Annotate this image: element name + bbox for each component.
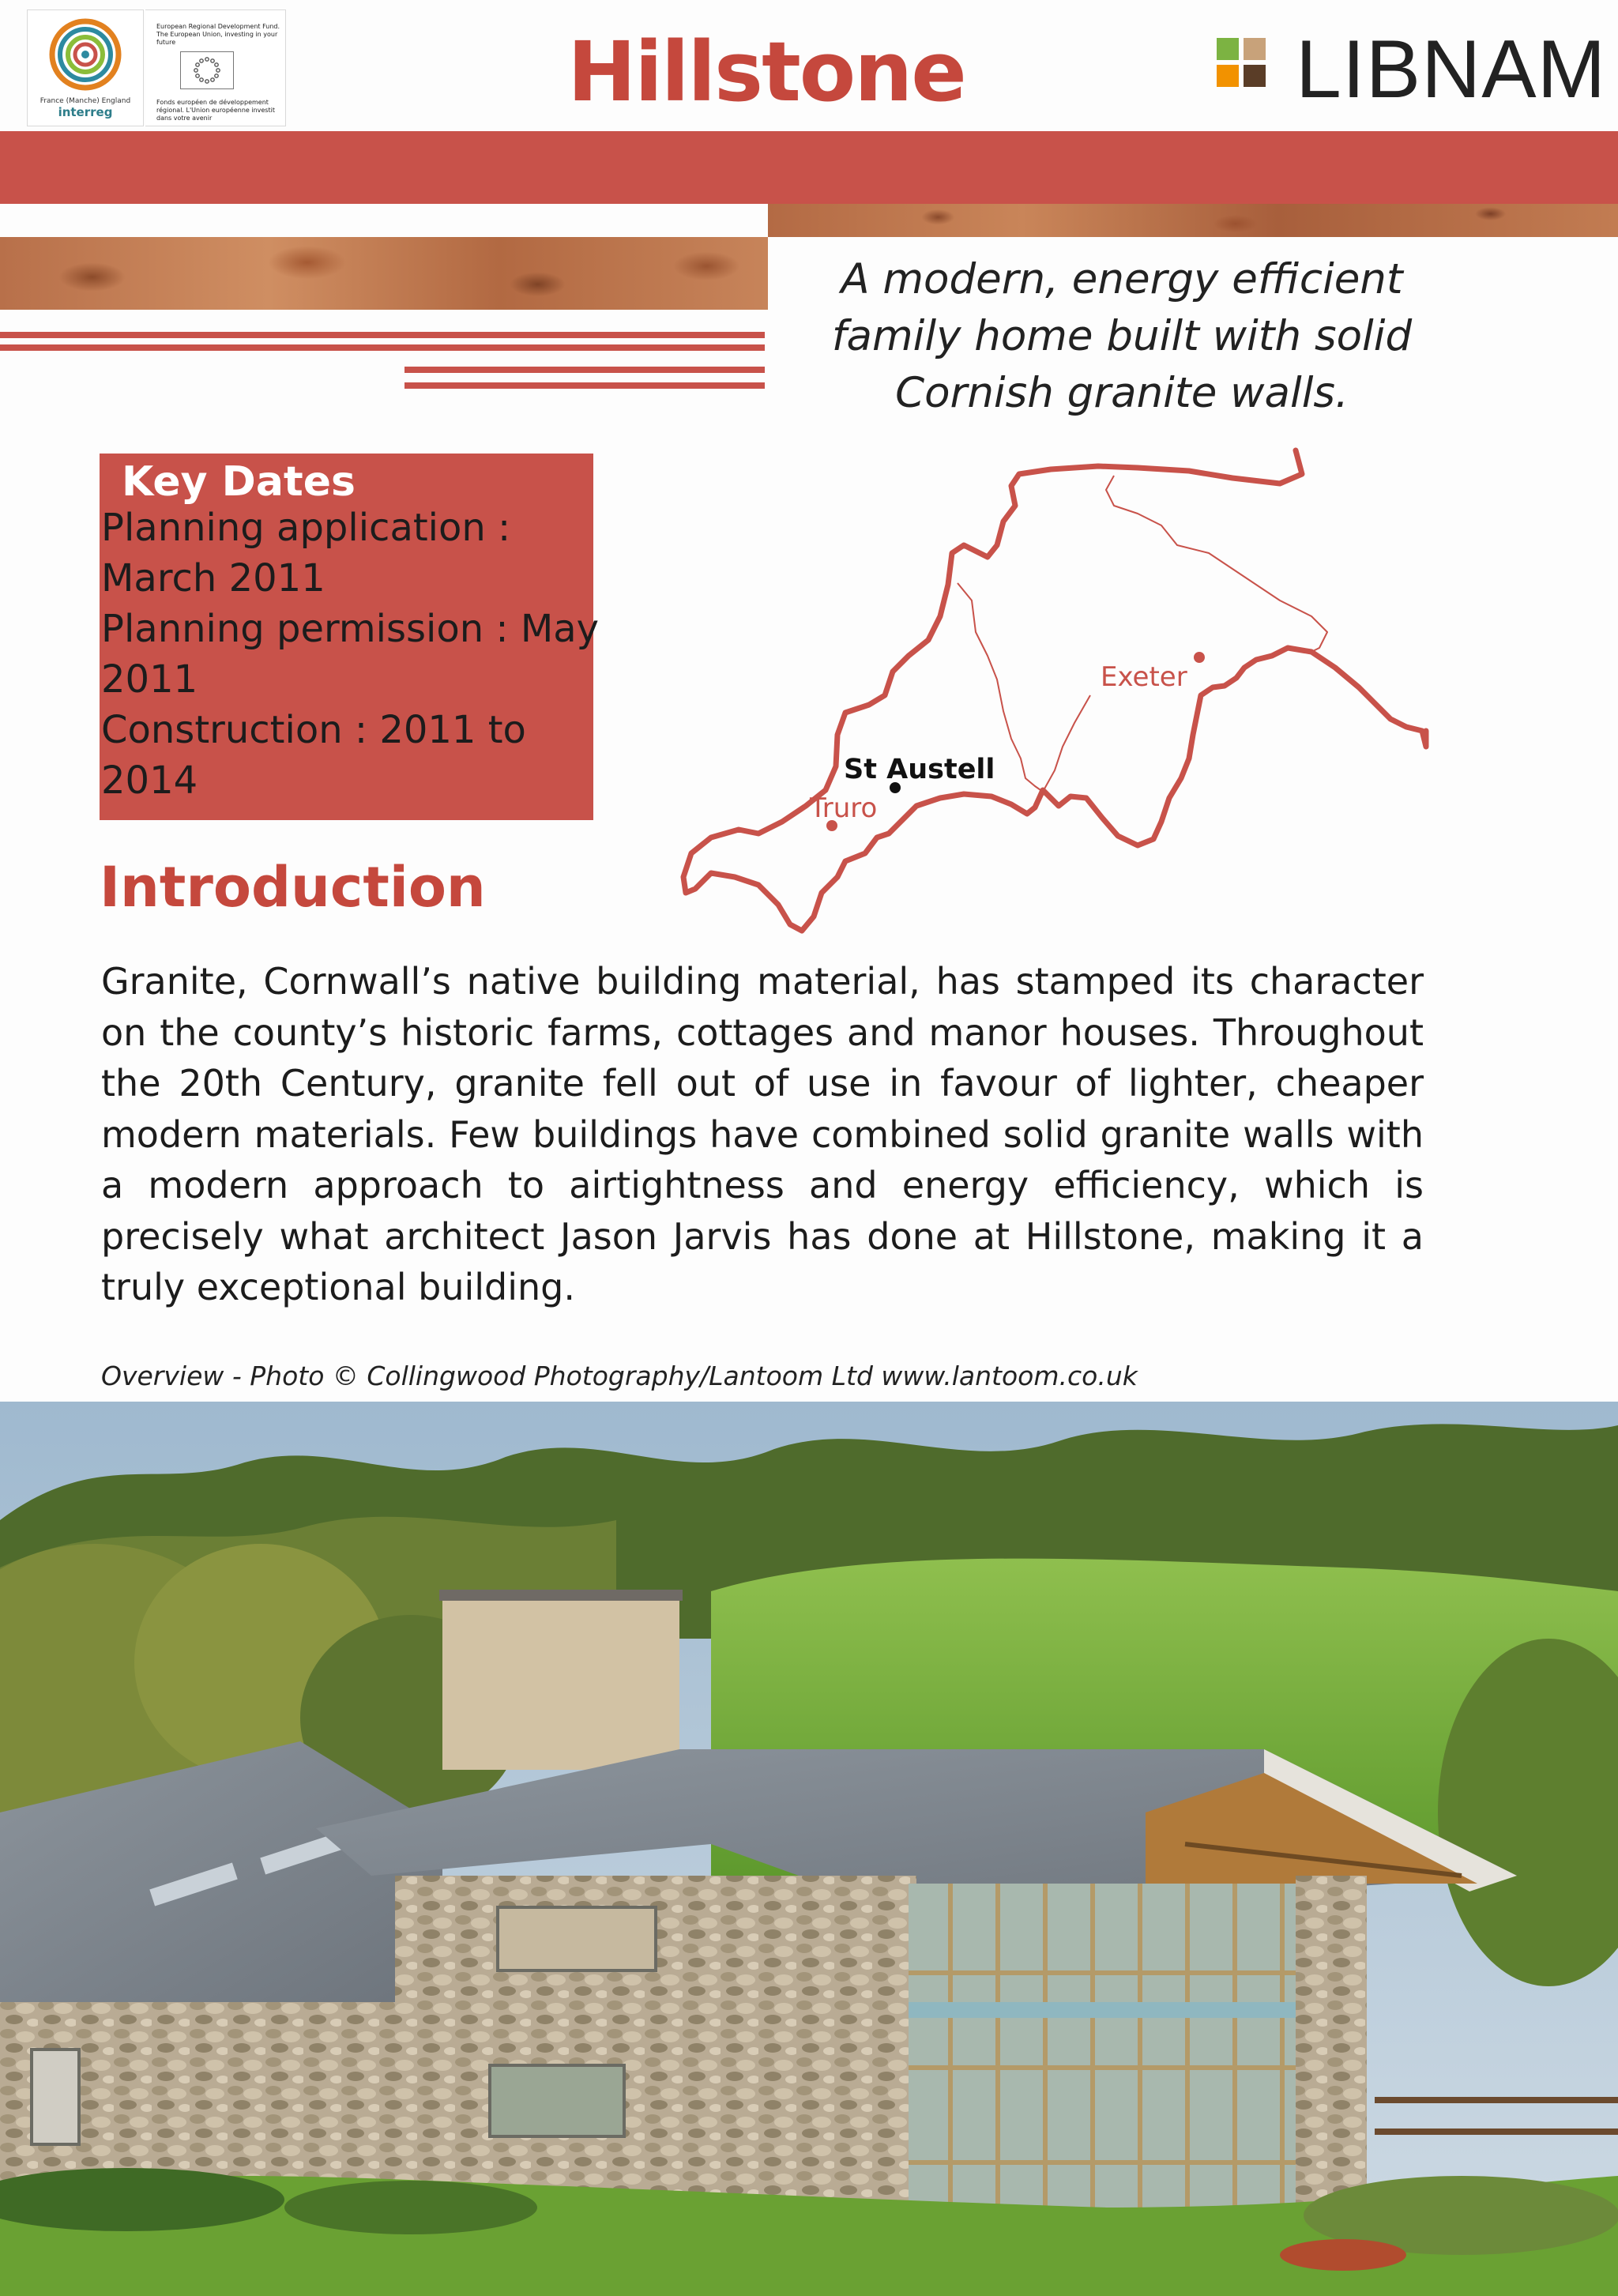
divider-stripe	[0, 344, 765, 351]
key-date-line: 2014	[101, 758, 198, 803]
logo-square-orange	[1217, 65, 1239, 87]
coastline	[683, 450, 1426, 931]
divider-stripe	[0, 332, 765, 338]
granite-texture-image	[0, 237, 768, 310]
key-date-line: 2011	[101, 657, 198, 702]
truro-label: Truro	[810, 792, 878, 824]
libnam-wordmark: LIBNAM	[1296, 24, 1607, 115]
granite-texture-strip	[768, 204, 1618, 237]
eu-funding-block	[145, 9, 286, 126]
county-border-devon-somerset	[1106, 476, 1327, 652]
key-dates-box	[100, 454, 600, 820]
logo-square-green	[1217, 38, 1239, 60]
tagline: A modern, energy efficient family home built with solid Cornish granite walls.	[831, 255, 1413, 417]
key-date-line: Planning application :	[101, 506, 511, 550]
logo-square-tan	[1244, 38, 1266, 60]
eu-fund-text-fr: Fonds européen de développement régional. L'Union européenne investit dans votre avenir	[156, 99, 275, 122]
location-map	[672, 442, 1438, 948]
river-tamar	[1043, 695, 1090, 792]
divider-stripe	[404, 367, 765, 373]
eu-flag-icon	[180, 51, 234, 89]
key-dates-heading: Key Dates	[122, 458, 356, 506]
page-title: Hillstone	[567, 24, 965, 120]
photo-caption: Overview - Photo © Collingwood Photography/Lantoom Ltd www.lantoom.co.uk	[101, 1361, 1138, 1391]
eu-fund-text-en: European Regional Development Fund. The European Union, investing in your future	[156, 23, 280, 46]
interreg-region-text: France (Manche) England	[40, 97, 131, 105]
interreg-brand-text: interreg	[58, 105, 113, 119]
header-band	[0, 131, 1618, 204]
introduction-body: Granite, Cornwall’s native building material, has stamped its character on the county’s historic farms, cottages and manor houses. Throughout the 20th Century, granite fell out of use in favour of lighter, cheaper modern materials. Few buildings have combined solid granite walls with a modern approach to airtightness and energy efficiency, which is precisely what architect Jason Jarvis has done at Hillstone, making it a truly exceptional building.	[101, 960, 1424, 1308]
divider-stripe	[404, 382, 765, 389]
interreg-swirl-icon	[43, 17, 127, 92]
exeter-label: Exeter	[1101, 661, 1187, 693]
introduction-heading: Introduction	[100, 855, 486, 920]
logo-square-brown	[1244, 65, 1266, 87]
key-date-line: Construction : 2011 to	[101, 708, 526, 752]
key-date-line: Planning permission : May	[101, 607, 600, 651]
st-austell-label: St Austell	[844, 754, 995, 785]
exeter-marker-icon	[1194, 652, 1205, 663]
house-photo	[0, 1402, 1618, 2296]
interreg-logo	[27, 9, 144, 126]
key-date-line: March 2011	[101, 556, 325, 600]
